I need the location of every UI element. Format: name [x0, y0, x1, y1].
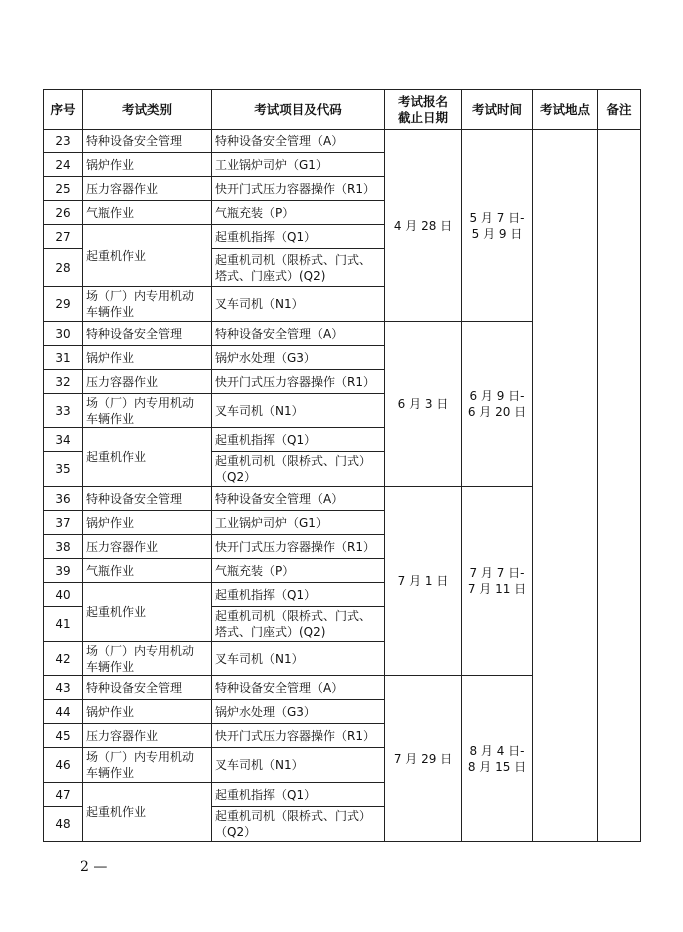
seq-cell: 43 [44, 676, 83, 700]
item-cell: 特种设备安全管理（A） [212, 676, 385, 700]
category-cell: 起重机作业 [83, 783, 212, 842]
seq-cell: 45 [44, 724, 83, 748]
exam-schedule-table [43, 89, 641, 842]
seq-cell: 23 [44, 130, 83, 153]
category-cell: 起重机作业 [83, 225, 212, 287]
seq-cell: 46 [44, 748, 83, 783]
location-cell [533, 130, 598, 842]
item-cell: 快开门式压力容器操作（R1） [212, 724, 385, 748]
deadline-cell: 7 月 29 日 [385, 676, 462, 842]
item-cell: 叉车司机（N1） [212, 748, 385, 783]
item-cell: 气瓶充装（P） [212, 559, 385, 583]
seq-cell: 48 [44, 807, 83, 842]
item-cell: 快开门式压力容器操作（R1） [212, 177, 385, 201]
seq-cell: 40 [44, 583, 83, 607]
header-exam-time: 考试时间 [462, 90, 533, 130]
item-cell: 叉车司机（N1） [212, 287, 385, 322]
category-cell: 锅炉作业 [83, 511, 212, 535]
header-location: 考试地点 [533, 90, 598, 130]
category-cell: 起重机作业 [83, 583, 212, 642]
exam-time-cell: 5 月 7 日- 5 月 9 日 [462, 130, 533, 322]
item-cell: 起重机司机（限桥式、门式） （Q2） [212, 452, 385, 487]
seq-cell: 47 [44, 783, 83, 807]
header-deadline: 考试报名 截止日期 [385, 90, 462, 130]
item-cell: 工业锅炉司炉（G1） [212, 153, 385, 177]
category-cell: 特种设备安全管理 [83, 676, 212, 700]
page-number: 2 — [80, 859, 108, 875]
header-seq: 序号 [44, 90, 83, 130]
seq-cell: 32 [44, 370, 83, 394]
item-cell: 起重机司机（限桥式、门式） （Q2） [212, 807, 385, 842]
deadline-cell: 4 月 28 日 [385, 130, 462, 322]
seq-cell: 38 [44, 535, 83, 559]
seq-cell: 24 [44, 153, 83, 177]
seq-cell: 37 [44, 511, 83, 535]
category-cell: 压力容器作业 [83, 535, 212, 559]
item-cell: 起重机指挥（Q1） [212, 225, 385, 249]
item-cell: 特种设备安全管理（A） [212, 322, 385, 346]
category-cell: 压力容器作业 [83, 177, 212, 201]
seq-cell: 41 [44, 607, 83, 642]
exam-time-cell: 7 月 7 日- 7 月 11 日 [462, 487, 533, 676]
category-cell: 气瓶作业 [83, 559, 212, 583]
category-cell: 场（厂）内专用机动 车辆作业 [83, 642, 212, 676]
seq-cell: 39 [44, 559, 83, 583]
seq-cell: 27 [44, 225, 83, 249]
item-cell: 特种设备安全管理（A） [212, 487, 385, 511]
seq-cell: 30 [44, 322, 83, 346]
item-cell: 叉车司机（N1） [212, 642, 385, 676]
item-cell: 起重机指挥（Q1） [212, 583, 385, 607]
exam-time-cell: 8 月 4 日- 8 月 15 日 [462, 676, 533, 842]
seq-cell: 44 [44, 700, 83, 724]
deadline-cell: 7 月 1 日 [385, 487, 462, 676]
seq-cell: 36 [44, 487, 83, 511]
category-cell: 锅炉作业 [83, 700, 212, 724]
seq-cell: 42 [44, 642, 83, 676]
seq-cell: 25 [44, 177, 83, 201]
header-category: 考试类别 [83, 90, 212, 130]
item-cell: 特种设备安全管理（A） [212, 130, 385, 153]
seq-cell: 33 [44, 394, 83, 428]
item-cell: 工业锅炉司炉（G1） [212, 511, 385, 535]
item-cell: 起重机指挥（Q1） [212, 428, 385, 452]
category-cell: 特种设备安全管理 [83, 487, 212, 511]
seq-cell: 34 [44, 428, 83, 452]
category-cell: 场（厂）内专用机动 车辆作业 [83, 287, 212, 322]
category-cell: 压力容器作业 [83, 724, 212, 748]
item-cell: 锅炉水处理（G3） [212, 700, 385, 724]
item-cell: 快开门式压力容器操作（R1） [212, 370, 385, 394]
deadline-cell: 6 月 3 日 [385, 322, 462, 487]
item-cell: 快开门式压力容器操作（R1） [212, 535, 385, 559]
seq-cell: 31 [44, 346, 83, 370]
item-cell: 叉车司机（N1） [212, 394, 385, 428]
seq-cell: 29 [44, 287, 83, 322]
remarks-cell [598, 130, 641, 842]
item-cell: 起重机指挥（Q1） [212, 783, 385, 807]
item-cell: 锅炉水处理（G3） [212, 346, 385, 370]
header-row [44, 90, 641, 130]
seq-cell: 35 [44, 452, 83, 487]
exam-time-cell: 6 月 9 日- 6 月 20 日 [462, 322, 533, 487]
category-cell: 锅炉作业 [83, 153, 212, 177]
item-cell: 起重机司机（限桥式、门式、 塔式、门座式）(Q2) [212, 249, 385, 287]
category-cell: 气瓶作业 [83, 201, 212, 225]
category-cell: 场（厂）内专用机动 车辆作业 [83, 748, 212, 783]
category-cell: 锅炉作业 [83, 346, 212, 370]
seq-cell: 28 [44, 249, 83, 287]
category-cell: 场（厂）内专用机动 车辆作业 [83, 394, 212, 428]
item-cell: 起重机司机（限桥式、门式、 塔式、门座式）(Q2) [212, 607, 385, 642]
category-cell: 特种设备安全管理 [83, 130, 212, 153]
item-cell: 气瓶充装（P） [212, 201, 385, 225]
table-row [44, 130, 641, 153]
category-cell: 起重机作业 [83, 428, 212, 487]
header-remarks: 备注 [598, 90, 641, 130]
header-item: 考试项目及代码 [212, 90, 385, 130]
seq-cell: 26 [44, 201, 83, 225]
category-cell: 压力容器作业 [83, 370, 212, 394]
category-cell: 特种设备安全管理 [83, 322, 212, 346]
